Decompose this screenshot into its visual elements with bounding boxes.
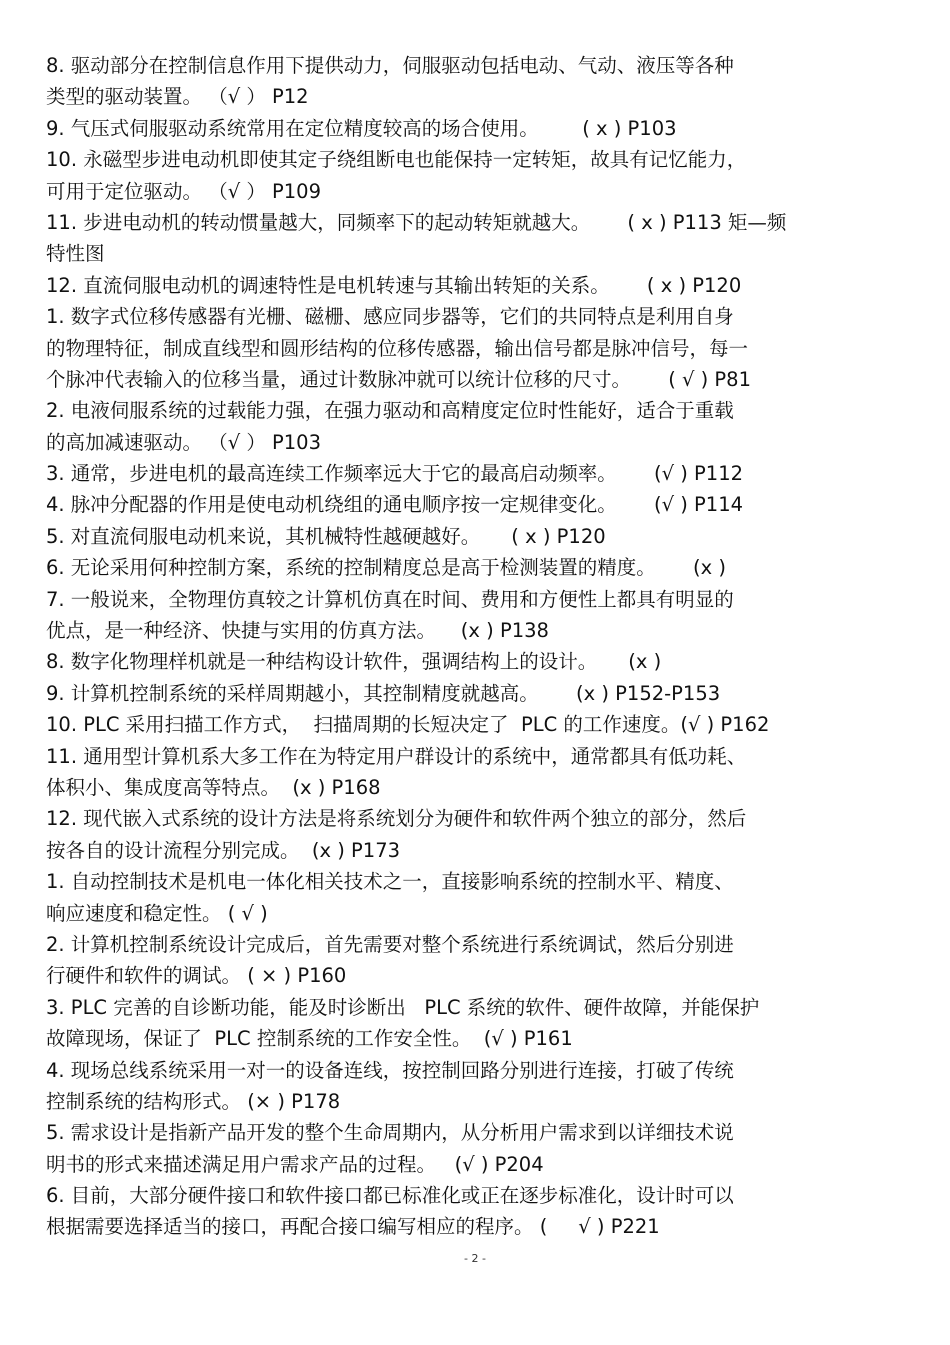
text-line: 10. PLC 采用扫描工作方式， 扫描周期的长短决定了 PLC 的工作速度。(√ ) P162 [46, 713, 770, 737]
text-line: 6. 目前，大部分硬件接口和软件接口都已标准化或正在逐步标准化，设计时可以 [46, 1184, 734, 1208]
text-line: 的高加减速驱动。 （√ ） P103 [46, 430, 321, 454]
text-line: 控制系统的结构形式。 (× ) P178 [46, 1089, 341, 1113]
text-line: 12. 直流伺服电动机的调速特性是电机转速与其输出转矩的关系。 ( x ) P120 [46, 273, 742, 297]
text-line: 3. PLC 完善的自诊断功能，能及时诊断出 PLC 系统的软件、硬件故障，并能保护 [46, 995, 760, 1019]
text-line: 明书的形式来描述满足用户需求产品的过程。 (√ ) P204 [46, 1152, 544, 1176]
text-line: 12. 现代嵌入式系统的设计方法是将系统划分为硬件和软件两个独立的部分，然后 [46, 807, 747, 831]
page-number: - 2 - [464, 1252, 486, 1265]
text-line: 10. 永磁型步进电动机即使其定子绕组断电也能保持一定转矩，故具有记忆能力， [46, 148, 747, 172]
text-line: 5. 需求设计是指新产品开发的整个生命周期内，从分析用户需求到以详细技术说 [46, 1121, 734, 1145]
text-line: 11. 步进电动机的转动惯量越大，同频率下的起动转矩就越大。 ( x ) P113 矩—频 [46, 210, 787, 234]
text-line: 2. 电液伺服系统的过载能力强，在强力驱动和高精度定位时性能好，适合于重载 [46, 399, 734, 423]
text-line: 1. 数字式位移传感器有光栅、磁栅、感应同步器等，它们的共同特点是利用自身 [46, 305, 734, 329]
text-line: 9. 气压式伺服驱动系统常用在定位精度较高的场合使用。 ( x ) P103 [46, 116, 677, 140]
text-line: 1. 自动控制技术是机电一体化相关技术之一，直接影响系统的控制水平、精度、 [46, 870, 734, 894]
text-line: 优点，是一种经济、快捷与实用的仿真方法。 (x ) P138 [46, 619, 549, 643]
text-line: 的物理特征，制成直线型和圆形结构的位移传感器，输出信号都是脉冲信号，每一 [46, 336, 749, 360]
text-line: 3. 通常，步进电机的最高连续工作频率远大于它的最高启动频率。 (√ ) P112 [46, 462, 744, 486]
text-lines [46, 50, 916, 1243]
text-line: 7. 一般说来，全物理仿真较之计算机仿真在时间、费用和方便性上都具有明显的 [46, 587, 734, 611]
text-line: 个脉冲代表输入的位移当量，通过计数脉冲就可以统计位移的尺寸。 ( √ ) P81 [46, 367, 751, 391]
text-line: 体积小、集成度高等特点。 (x ) P168 [46, 775, 381, 799]
text-line: 响应速度和稳定性。 ( √ ) [46, 901, 268, 925]
text-line: 6. 无论采用何种控制方案，系统的控制精度总是高于检测装置的精度。 (x ) [46, 556, 726, 580]
text-line: 8. 驱动部分在控制信息作用下提供动力，伺服驱动包括电动、气动、液压等各种 [46, 54, 734, 77]
text-line: 8. 数字化物理样机就是一种结构设计软件，强调结构上的设计。 (x ) [46, 650, 662, 674]
text-line: 可用于定位驱动。 （√ ） P109 [46, 179, 321, 203]
text-line: 2. 计算机控制系统设计完成后，首先需要对整个系统进行系统调试，然后分别进 [46, 932, 734, 956]
text-line: 类型的驱动装置。 （√ ） P12 [46, 85, 309, 109]
text-line: 5. 对直流伺服电动机来说，其机械特性越硬越好。 ( x ) P120 [46, 524, 606, 548]
text-line: 4. 脉冲分配器的作用是使电动机绕组的通电顺序按一定规律变化。 (√ ) P114 [46, 493, 744, 517]
text-line: 4. 现场总线系统采用一对一的设备连线，按控制回路分别进行连接，打破了传统 [46, 1058, 734, 1082]
text-line: 故障现场，保证了 PLC 控制系统的工作安全性。 (√ ) P161 [46, 1027, 573, 1051]
text-line: 11. 通用型计算机系大多工作在为特定用户群设计的系统中，通常都具有低功耗、 [46, 744, 747, 768]
text-line: 行硬件和软件的调试。 ( × ) P160 [46, 964, 347, 988]
text-line: 特性图 [46, 242, 105, 266]
text-line: 根据需要选择适当的接口，再配合接口编写相应的程序。 ( √ ) P221 [46, 1215, 660, 1239]
text-line: 按各自的设计流程分别完成。 (x ) P173 [46, 838, 401, 862]
text-line: 9. 计算机控制系统的采样周期越小，其控制精度就越高。 (x ) P152-P153 [46, 681, 721, 705]
